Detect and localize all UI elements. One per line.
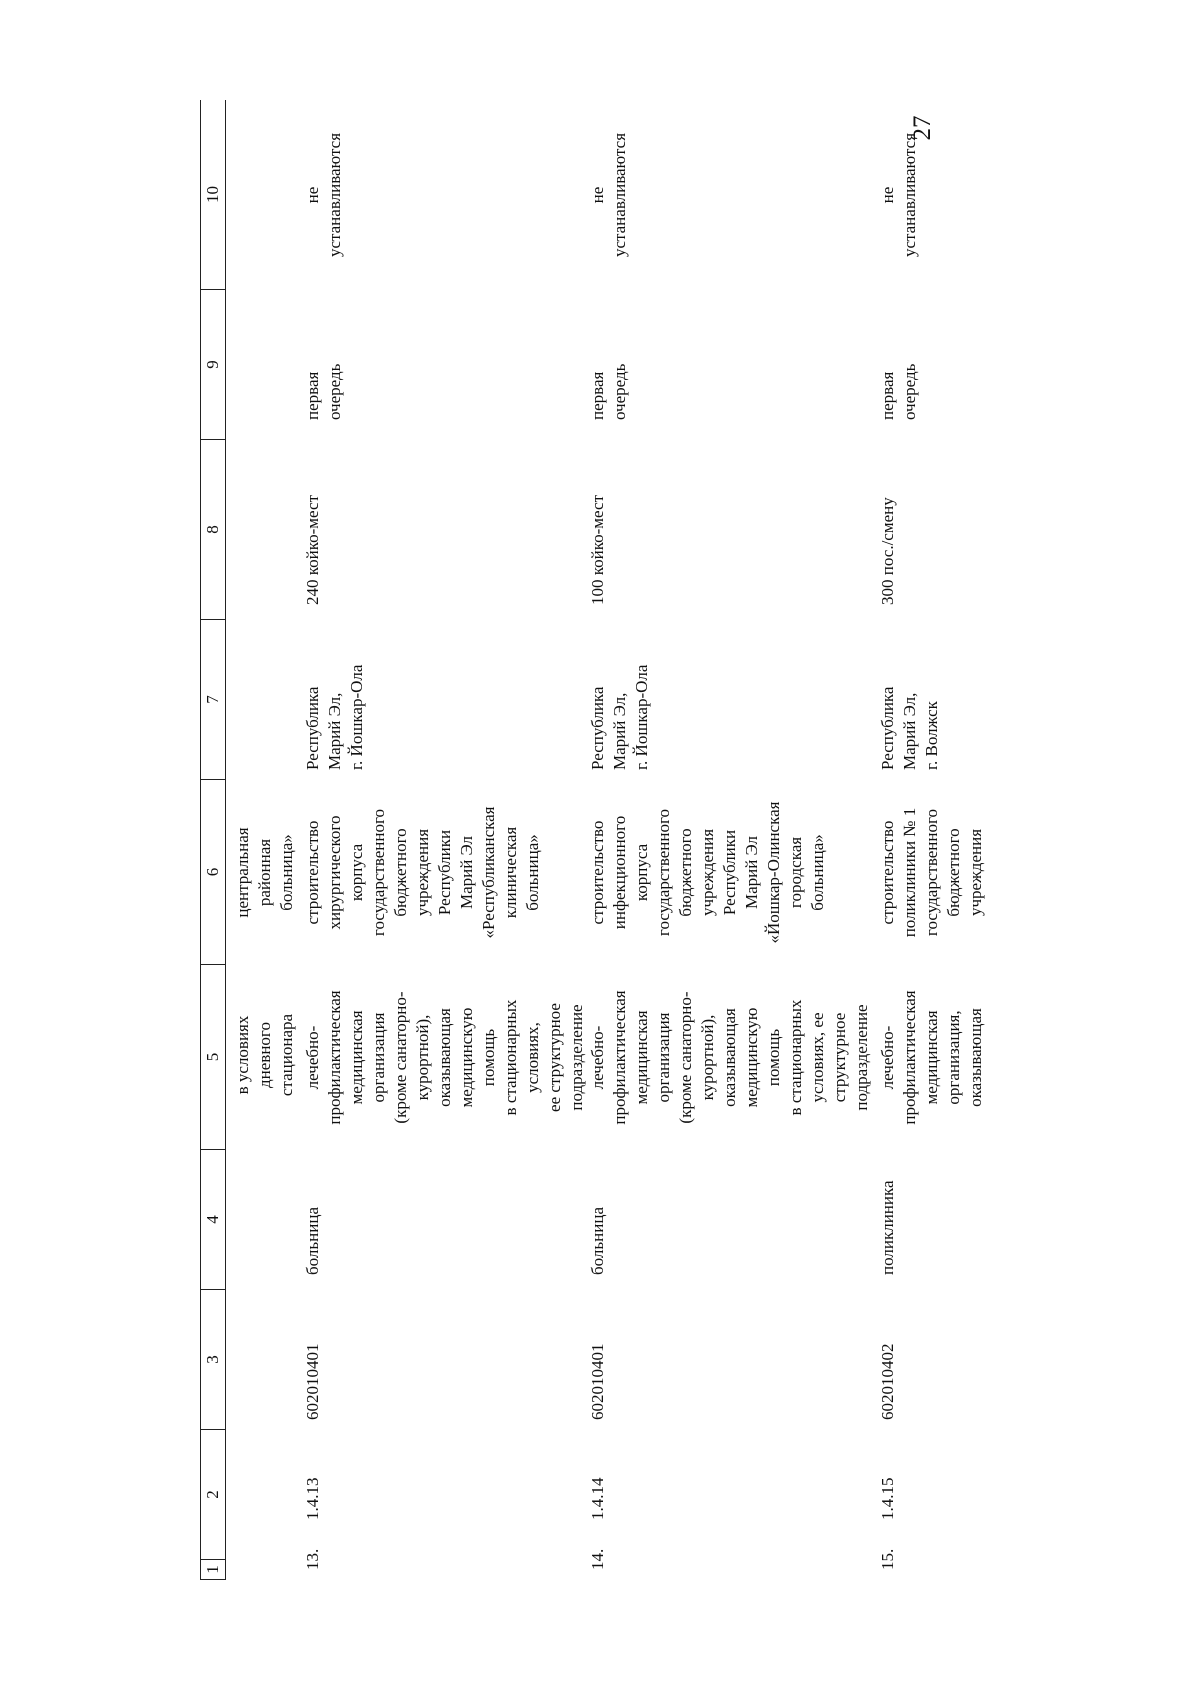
row-location: Республика Марий Эл, г. Волжск: [878, 686, 941, 770]
row-description: лечебно- профилактическая медицинская организация, оказывающая: [878, 990, 985, 1125]
row-number: 14.: [588, 1548, 607, 1570]
column-header-4: 4: [201, 1150, 225, 1290]
row-okpd: 602010401: [303, 1343, 322, 1420]
row-capacity: 100 койко-мест: [588, 494, 607, 605]
row-okpd: 602010402: [878, 1343, 897, 1420]
column-header-8: 8: [201, 440, 225, 620]
rotated-table: [190, 100, 1190, 1580]
column-header-5: 5: [201, 965, 225, 1150]
column-header-1: 1: [201, 1560, 225, 1580]
row-capacity: 240 койко-мест: [303, 494, 322, 605]
row-type: больница: [303, 1207, 322, 1275]
row-stage: первая очередь: [303, 363, 344, 420]
column-header-7: 7: [201, 620, 225, 780]
row-okpd: 602010401: [588, 1343, 607, 1420]
column-number-header: [200, 100, 226, 1580]
row-number: 15.: [878, 1548, 897, 1570]
row-capacity: 300 пос./смену: [878, 497, 897, 605]
row-description: лечебно- профилактическая медицинская организация (кроме санаторно- курортной), оказывающая медицинскую помощь в стационарных условиях, ее структурное подразделение: [303, 990, 586, 1125]
row-type: поликлиника: [878, 1180, 897, 1275]
row-zones: не устанавливаются: [303, 132, 344, 258]
row-type: больница: [588, 1207, 607, 1275]
row-zones: не устанавливаются: [588, 132, 629, 258]
row-zones: не устанавливаются: [878, 132, 919, 258]
row-purpose: строительство инфекционного корпуса государственного бюджетного учреждения Республики Марий Эл «Йошкар-Олинская городская больница»: [588, 801, 827, 944]
row-code: 1.4.13: [303, 1477, 322, 1520]
column-header-3: 3: [201, 1290, 225, 1430]
continuation-col5: в условиях дневного стационара: [233, 1013, 296, 1097]
page-number: 27: [909, 115, 936, 141]
row-purpose: строительство хирургического корпуса государственного бюджетного учреждения Республики Марий Эл «Республиканская клиническая больница»: [303, 806, 542, 939]
row-number: 13.: [303, 1548, 322, 1570]
row-code: 1.4.15: [878, 1477, 897, 1520]
row-description: лечебно- профилактическая медицинская организация (кроме санаторно- курортной), оказывающая медицинскую помощь в стационарных условиях, ее структурное подразделение: [588, 990, 871, 1125]
row-stage: первая очередь: [878, 363, 919, 420]
continuation-col6: центральная районная больница»: [233, 827, 296, 918]
column-header-2: 2: [201, 1430, 225, 1560]
row-stage: первая очередь: [588, 363, 629, 420]
row-code: 1.4.14: [588, 1477, 607, 1520]
row-purpose: строительство поликлиники № 1 государственного бюджетного учреждения: [878, 807, 985, 938]
row-location: Республика Марий Эл, г. Йошкар-Ола: [588, 664, 651, 770]
registry-table: [190, 100, 1190, 1580]
column-header-10: 10: [201, 100, 225, 290]
column-header-6: 6: [201, 780, 225, 965]
row-location: Республика Марий Эл, г. Йошкар-Ола: [303, 664, 366, 770]
column-header-9: 9: [201, 290, 225, 440]
